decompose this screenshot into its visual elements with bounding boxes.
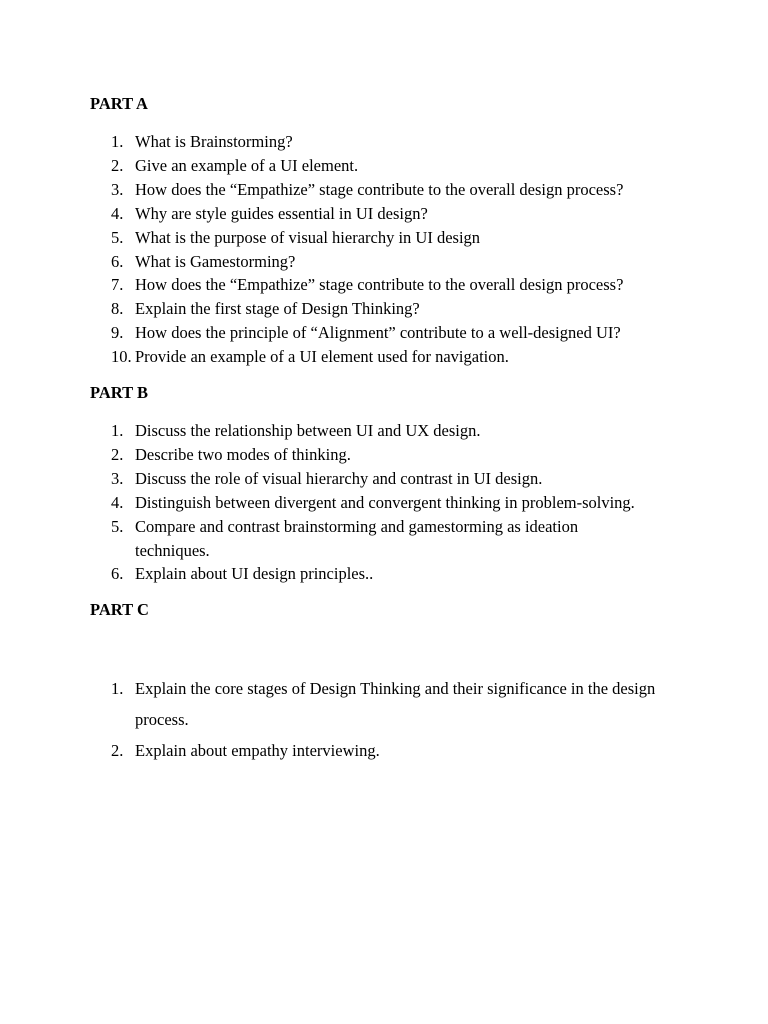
question-number: 5.	[111, 227, 124, 247]
question-item	[90, 250, 690, 274]
question-number: 6.	[111, 564, 124, 584]
question-text: How does the “Empathize” stage contribute to the overall design process?	[135, 179, 624, 199]
part-c-question-list	[90, 673, 690, 766]
question-number: 4.	[111, 203, 124, 223]
question-item	[90, 226, 690, 250]
part-c-heading: PART C	[90, 600, 149, 619]
question-text: How does the principle of “Alignment” contribute to a well-designed UI?	[135, 323, 621, 343]
question-text: What is Brainstorming?	[135, 132, 293, 151]
question-number: 10.	[111, 347, 132, 367]
question-number: 3.	[111, 179, 124, 199]
question-number: 5.	[111, 516, 124, 536]
question-item	[90, 443, 690, 467]
question-item	[90, 178, 690, 202]
question-text: Provide an example of a UI element used for navigation.	[135, 347, 509, 367]
question-text: Distinguish between divergent and convergent thinking in problem-solving.	[135, 492, 635, 512]
question-text: Explain the core stages of Design Thinking and their significance in the design process.	[135, 679, 656, 729]
question-text: Explain about empathy interviewing.	[135, 741, 380, 760]
part-b-heading: PART B	[90, 383, 148, 402]
question-number: 2.	[111, 155, 124, 175]
question-item	[90, 562, 690, 586]
question-item	[90, 273, 690, 297]
question-number: 4.	[111, 492, 124, 512]
question-item	[90, 202, 690, 226]
question-number: 9.	[111, 323, 124, 343]
question-item	[90, 321, 690, 345]
question-text: Give an example of a UI element.	[135, 155, 359, 175]
question-text: Explain the first stage of Design Thinking?	[135, 299, 420, 319]
question-item	[90, 467, 690, 491]
question-number: 8.	[111, 299, 124, 319]
question-text: Why are style guides essential in UI design?	[135, 203, 428, 223]
question-item	[90, 735, 690, 766]
question-item	[90, 491, 690, 515]
question-text: How does the “Empathize” stage contribute to the overall design process?	[135, 275, 624, 295]
question-number: 1.	[111, 132, 124, 151]
part-a-question-list	[90, 130, 690, 369]
question-item	[90, 297, 690, 321]
question-number: 7.	[111, 275, 124, 295]
question-number: 2.	[111, 444, 124, 464]
question-number: 3.	[111, 468, 124, 488]
question-item	[90, 154, 690, 178]
question-text: Discuss the relationship between UI and UX design.	[135, 421, 481, 440]
question-text: Explain about UI design principles..	[135, 564, 374, 584]
question-text: What is Gamestorming?	[135, 251, 296, 271]
question-item	[90, 673, 690, 735]
question-number: 1.	[111, 421, 124, 440]
question-text: Compare and contrast brainstorming and gamestorming as ideation techniques.	[135, 516, 579, 560]
question-item	[90, 515, 645, 563]
question-number: 1.	[111, 679, 124, 698]
part-b-question-list	[90, 419, 690, 586]
question-number: 2.	[111, 741, 124, 760]
question-number: 6.	[111, 251, 124, 271]
question-text: Describe two modes of thinking.	[135, 444, 351, 464]
question-text: Discuss the role of visual hierarchy and contrast in UI design.	[135, 468, 543, 488]
part-a-heading: PART A	[90, 94, 148, 113]
question-item	[90, 130, 690, 154]
question-text: What is the purpose of visual hierarchy in UI design	[135, 227, 481, 247]
question-item	[90, 345, 690, 369]
question-item	[90, 419, 690, 443]
